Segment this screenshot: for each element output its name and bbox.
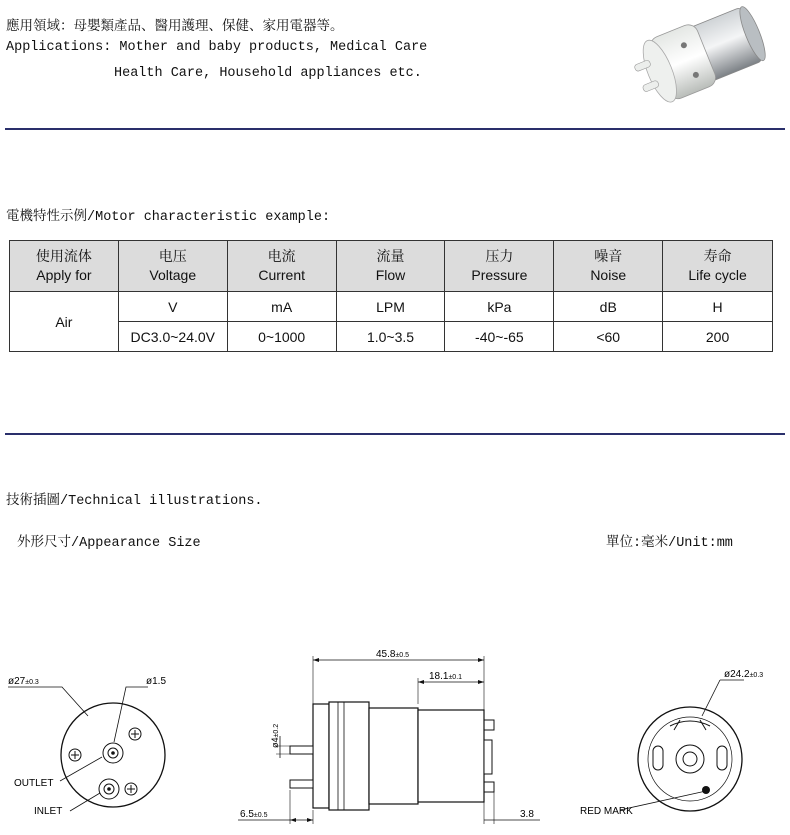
cell-value-voltage: DC3.0~24.0V [118,322,227,352]
technical-title: 技術插圖/Technical illustrations. [6,494,263,509]
applications-cn: 應用領域：母嬰類產品、醫用護理、保健、家用電器等。 [6,18,344,34]
applications-en-line1: Applications: Mother and baby products, Medical Care [6,40,428,55]
cell-unit-pressure: kPa [445,292,554,322]
back-body-outline [638,707,742,811]
header-apply-for: 使用流体 Apply for [10,241,119,292]
side-nozzle-length-label: 6.5±0.5 [240,809,268,820]
divider-2 [5,433,785,435]
unit-label: 單位:毫米/Unit:mm [606,536,733,551]
side-collar [369,708,418,804]
cell-unit-voltage: V [118,292,227,322]
cell-unit-noise: dB [554,292,663,322]
header-pressure: 压力 Pressure [445,241,554,292]
back-bearing [676,745,704,773]
side-motor-length-label: 18.1±0.1 [429,671,463,682]
spec-table [9,240,773,352]
cell-value-flow: 1.0~3.5 [336,322,445,352]
cell-unit-current: mA [227,292,336,322]
pump-photo [632,3,777,121]
back-view-drawing [570,660,785,825]
header-life-cycle: 寿命 Life cycle [663,241,773,292]
header-voltage: 电压 Voltage [118,241,227,292]
cell-value-current: 0~1000 [227,322,336,352]
front-dia-label: ø27±0.3 [8,676,39,687]
back-red-mark-dot [702,786,710,794]
side-motor-can [418,710,484,802]
applications-en-line2: Health Care, Household appliances etc. [114,66,422,81]
appearance-size-label: 外形尺寸/Appearance Size [17,536,201,551]
header-current: 电流 Current [227,241,336,292]
side-motor-end [484,740,492,774]
motor-section-title-text: 電機特性示例/Motor characteristic example: [6,210,331,225]
side-length-label: 45.8±0.5 [376,649,410,660]
side-view-drawing [230,640,560,832]
side-terminal-top [484,720,494,730]
cell-apply-for-value: Air [10,292,119,352]
motor-section-title [6,204,330,225]
side-pump-body [329,702,369,810]
cell-value-noise: <60 [554,322,663,352]
cell-value-life: 200 [663,322,773,352]
cell-unit-flow: LPM [336,292,445,322]
back-vent-right [717,746,727,770]
header-noise: 噪音 Noise [554,241,663,292]
cell-value-pressure: -40~-65 [445,322,554,352]
outlet-label: OUTLET [14,778,54,789]
front-hole-label: ø1.5 [146,676,167,687]
side-terminal-bottom [484,782,494,792]
side-pump-cap [313,704,329,808]
side-nozzle-inlet [290,780,313,788]
spec-table-units-row [10,292,773,322]
divider-1 [5,128,785,130]
cell-unit-life: H [663,292,773,322]
header-flow: 流量 Flow [336,241,445,292]
side-terminal-length-label: 3.8 [520,809,534,820]
spec-table-values-row [10,322,773,352]
spec-table-header-row [10,241,773,292]
back-vent-left [653,746,663,770]
front-view-drawing [0,665,200,830]
side-nozzle-dia-label: ø4±0.2 [270,723,280,748]
red-mark-label: RED MARK [580,806,633,817]
side-nozzle-outlet [290,746,313,754]
inlet-label: INLET [34,806,63,817]
back-dia-label: ø24.2±0.3 [724,669,764,680]
